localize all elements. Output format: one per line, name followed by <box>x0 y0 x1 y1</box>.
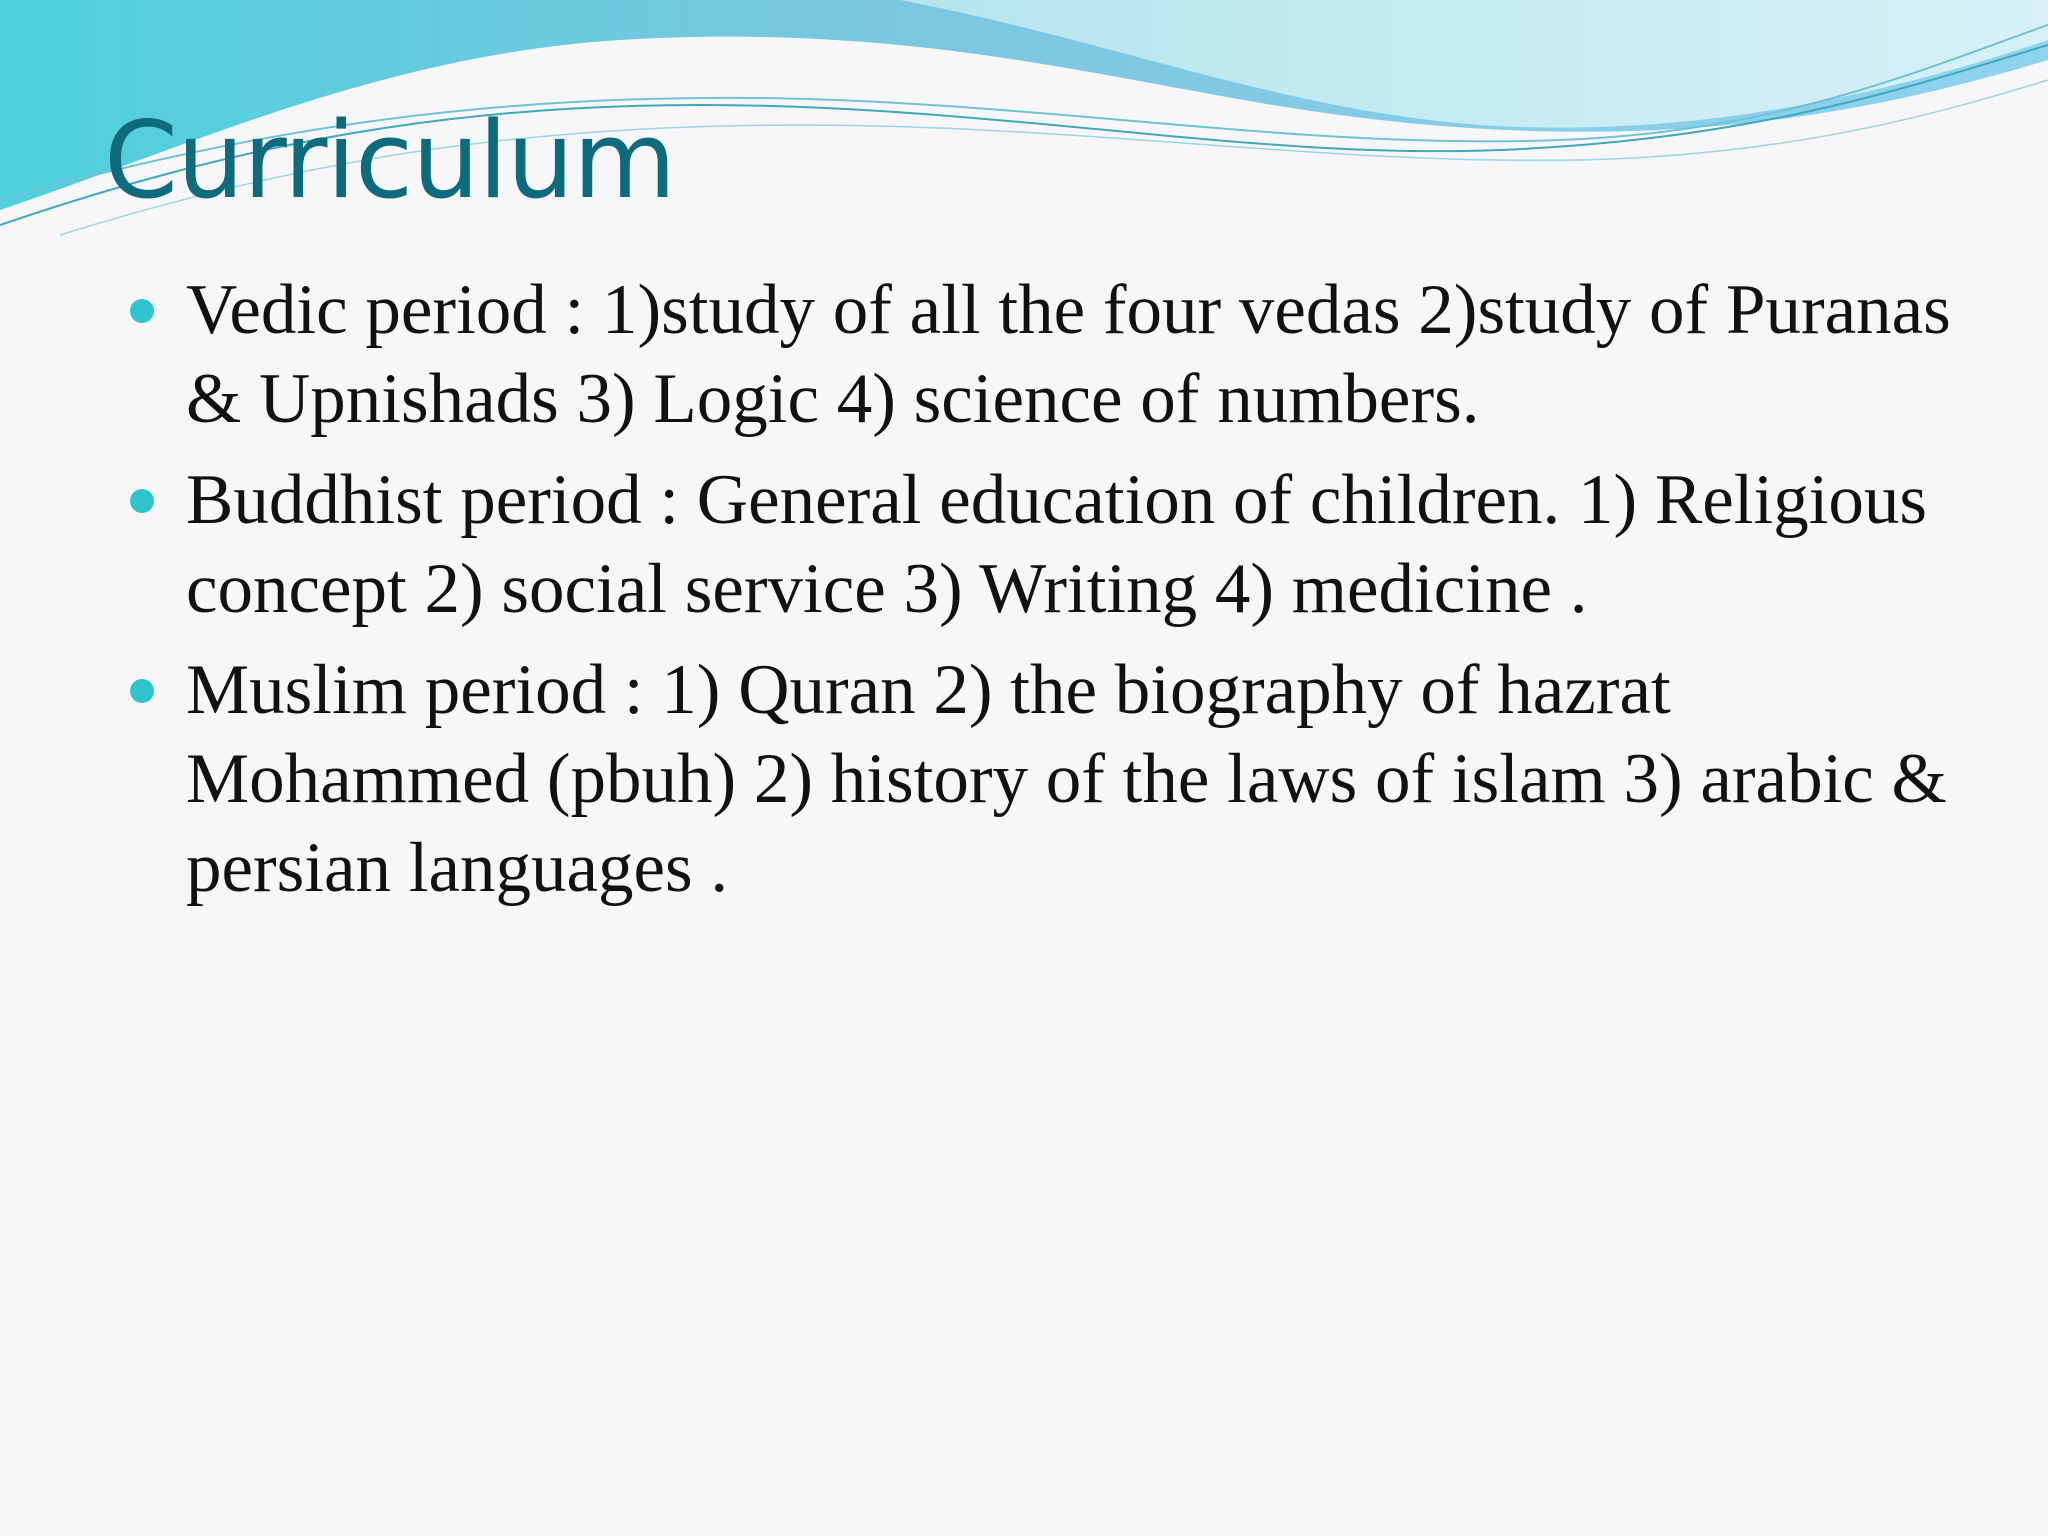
bullet-dot-icon <box>130 679 154 703</box>
slide-title: Curriculum <box>104 99 676 222</box>
bullet-item-muslim <box>128 646 2008 913</box>
bullet-item-vedic <box>128 266 2008 444</box>
bullet-text: Muslim period : 1) Quran 2) the biography of hazrat Mohammed (pbuh) 2) history of the laws of islam 3) arabic & persian languages . <box>186 651 1947 907</box>
bullet-list <box>128 266 2008 925</box>
bullet-item-buddhist <box>128 456 2008 634</box>
bullet-text: Buddhist period : General education of children. 1) Religious concept 2) social service 3) Writing 4) medicine . <box>186 461 1928 628</box>
bullet-dot-icon <box>130 489 154 513</box>
bullet-text: Vedic period : 1)study of all the four vedas 2)study of Puranas & Upnishads 3) Logic 4) science of numbers. <box>186 271 1951 438</box>
bullet-dot-icon <box>130 299 154 323</box>
